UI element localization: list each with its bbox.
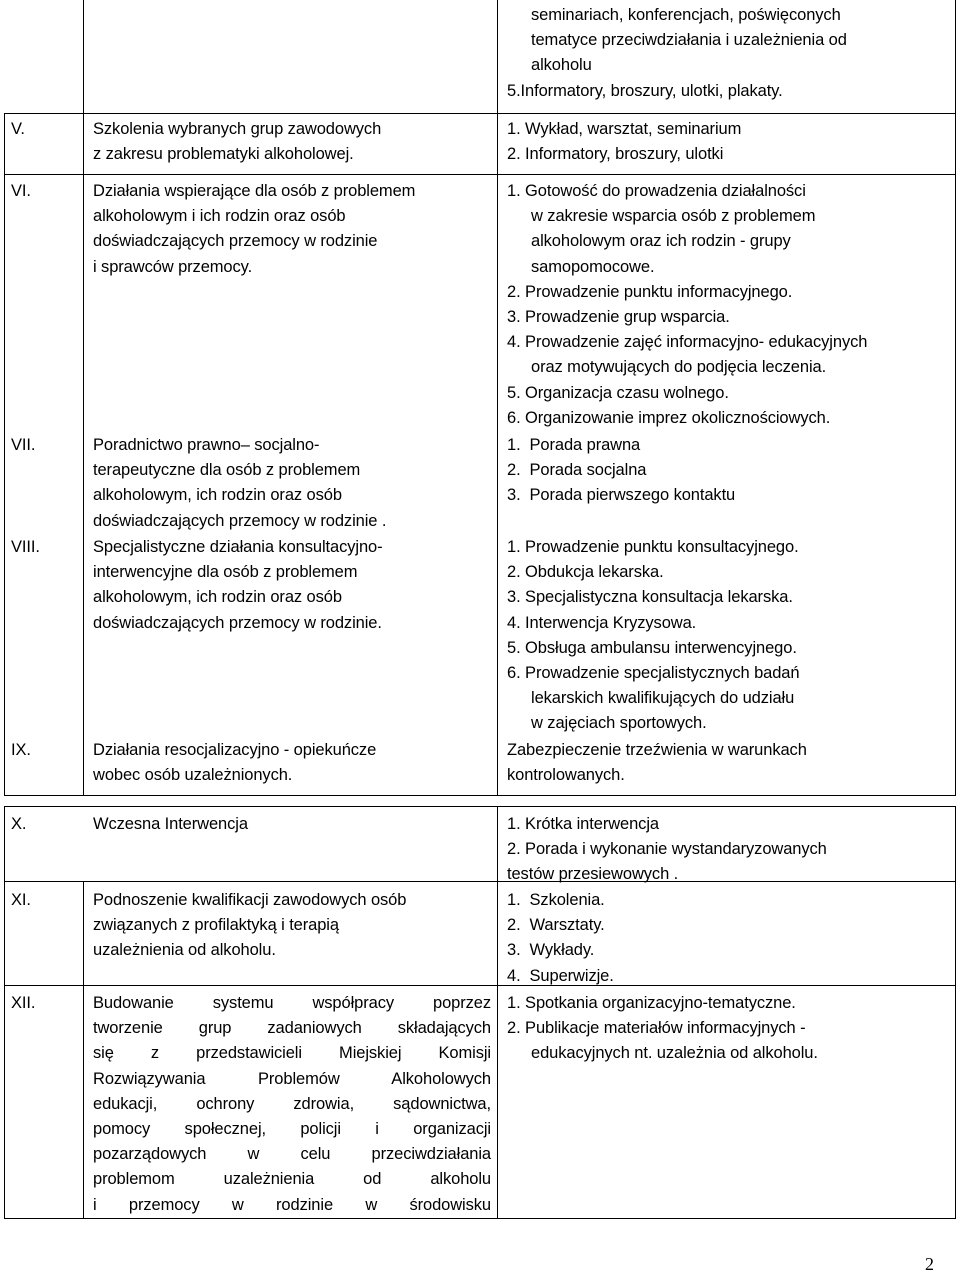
task-line: się z przedstawicieli Miejskiej Komisji — [93, 1044, 491, 1063]
form-item: 5. Organizacja czasu wolnego. — [507, 383, 729, 402]
implementation-forms — [507, 117, 952, 167]
form-item: 3. Porada pierwszego kontaktu — [507, 486, 736, 505]
task-line: doświadczających przemocy w rodzinie — [93, 232, 378, 251]
form-item: 1. Spotkania organizacyjno-tematyczne. — [507, 994, 796, 1012]
page-number: 2 — [925, 1254, 934, 1274]
task-line: Budowanie systemu współpracy poprzez — [93, 994, 491, 1012]
form-item: 3. Wykłady. — [507, 941, 595, 960]
continuation-line: seminariach, konferencjach, poświęconych — [531, 6, 841, 24]
form-item: 3. Prowadzenie grup wsparcia. — [507, 308, 730, 327]
task-line: i sprawców przemocy. — [93, 257, 253, 276]
task-line: tworzenie grup zadaniowych składających — [93, 1019, 491, 1038]
form-item: 2. Informatory, broszury, ulotki — [507, 145, 724, 164]
task-description — [93, 812, 493, 837]
task-line: Wczesna Interwencja — [93, 815, 248, 833]
form-item: 2. Warsztaty. — [507, 916, 605, 935]
row-number: X. — [11, 815, 27, 833]
form-item: samopomocowe. — [531, 257, 655, 276]
form-item: 1. Szkolenia. — [507, 891, 605, 909]
row-number: VIII. — [11, 538, 40, 556]
form-item: w zakresie wsparcia osób z problemem — [531, 207, 816, 226]
form-item: 1. Wykład, warsztat, seminarium — [507, 120, 742, 138]
task-description — [93, 535, 493, 636]
continuation-line: tematyce przeciwdziałania i uzależnienia od — [531, 31, 847, 50]
form-item: oraz motywujących do podjęcia leczenia. — [531, 358, 827, 377]
form-item: 1. Prowadzenie punktu konsultacyjnego. — [507, 538, 799, 556]
task-line: pomocy społecznej, policji i organizacji — [93, 1120, 491, 1139]
task-line: Działania wspierające dla osób z problemem — [93, 182, 416, 200]
column-divider — [83, 0, 84, 795]
row-divider — [4, 113, 956, 114]
row-number: XII. — [11, 994, 36, 1012]
row-number: IX. — [11, 741, 31, 759]
form-item: 5. Obsługa ambulansu interwencyjnego. — [507, 638, 797, 657]
form-item: kontrolowanych. — [507, 766, 625, 785]
continuation-text — [507, 3, 847, 104]
implementation-forms — [507, 812, 952, 888]
form-item: 4. Prowadzenie zajęć informacyjno- edukacyjnych — [507, 333, 868, 352]
task-line: doświadczających przemocy w rodzinie . — [93, 511, 387, 530]
implementation-forms — [507, 991, 952, 1067]
implementation-forms — [507, 179, 952, 431]
form-item: 1. Porada prawna — [507, 436, 641, 454]
form-item: 2. Obdukcja lekarska. — [507, 563, 664, 582]
form-item: testów przesiewowych . — [507, 865, 679, 884]
task-line: edukacji, ochrony zdrowia, sądownictwa, — [93, 1094, 491, 1113]
task-line: Rozwiązywania Problemów Alkoholowych — [93, 1069, 491, 1088]
form-item: Zabezpieczenie trzeźwienia w warunkach — [507, 741, 807, 759]
form-item: 4. Interwencja Kryzysowa. — [507, 613, 697, 632]
task-description — [93, 117, 493, 167]
form-item: w zajęciach sportowych. — [531, 714, 707, 733]
form-item: 2. Prowadzenie punktu informacyjnego. — [507, 282, 793, 301]
form-item: edukacyjnych nt. uzależnia od alkoholu. — [531, 1044, 818, 1063]
form-item: 6. Organizowanie imprez okolicznościowych. — [507, 408, 831, 427]
column-divider — [83, 881, 84, 1219]
task-description — [93, 738, 493, 788]
implementation-forms — [507, 738, 952, 788]
form-item: 6. Prowadzenie specjalistycznych badań — [507, 664, 800, 683]
task-line: pozarządowych w celu przeciwdziałania — [93, 1145, 491, 1164]
form-item: 2. Porada i wykonanie wystandaryzowanych — [507, 840, 827, 859]
row-divider — [4, 1218, 956, 1219]
row-number: V. — [11, 120, 25, 138]
task-line: Specjalistyczne działania konsultacyjno- — [93, 538, 383, 556]
row-number: XI. — [11, 891, 31, 909]
table-border-left — [4, 113, 5, 795]
task-description — [93, 179, 493, 280]
task-line: interwencyjne dla osób z problemem — [93, 563, 358, 582]
column-divider — [497, 806, 498, 1219]
form-item: 4. Superwizje. — [507, 966, 614, 985]
form-item: 2. Porada socjalna — [507, 461, 647, 480]
table-border-right — [955, 806, 956, 1219]
row-divider — [4, 795, 956, 796]
form-item: 3. Specjalistyczna konsultacja lekarska. — [507, 588, 793, 607]
row-divider — [4, 806, 956, 807]
task-line: terapeutyczne dla osób z problemem — [93, 461, 361, 480]
implementation-forms — [507, 888, 952, 989]
form-item: 1. Gotowość do prowadzenia działalności — [507, 182, 806, 200]
task-description — [93, 433, 493, 534]
row-divider — [4, 174, 956, 175]
task-line: alkoholowym, ich rodzin oraz osób — [93, 486, 342, 505]
task-line: doświadczających przemocy w rodzinie. — [93, 613, 382, 632]
implementation-forms — [507, 535, 952, 737]
form-item: 1. Krótka interwencja — [507, 815, 659, 833]
task-line: Działania resocjalizacyjno - opiekuńcze — [93, 741, 377, 759]
row-number: VI. — [11, 182, 31, 200]
table-border-right — [955, 0, 956, 795]
row-number: VII. — [11, 436, 36, 454]
task-line: problemom uzależnienia od alkoholu — [93, 1170, 491, 1189]
form-item: alkoholowym oraz ich rodzin - grupy — [531, 232, 791, 251]
task-line: Poradnictwo prawno– socjalno- — [93, 436, 320, 454]
continuation-line: 5.Informatory, broszury, ulotki, plakaty. — [507, 81, 783, 100]
task-line: Podnoszenie kwalifikacji zawodowych osób — [93, 891, 407, 909]
implementation-forms — [507, 433, 952, 509]
task-line: wobec osób uzależnionych. — [93, 766, 293, 785]
task-line: alkoholowym i ich rodzin oraz osób — [93, 207, 346, 226]
task-line: i przemocy w rodzinie w środowisku — [93, 1195, 491, 1214]
task-description — [93, 991, 491, 1218]
task-line: alkoholowym, ich rodzin oraz osób — [93, 588, 342, 607]
task-description — [93, 888, 493, 964]
task-line: Szkolenia wybranych grup zawodowych — [93, 120, 382, 138]
task-line: uzależnienia od alkoholu. — [93, 941, 276, 960]
form-item: lekarskich kwalifikujących do udziału — [531, 689, 795, 708]
task-line: z zakresu problematyki alkoholowej. — [93, 145, 354, 164]
form-item: 2. Publikacje materiałów informacyjnych - — [507, 1019, 806, 1038]
column-divider — [497, 0, 498, 795]
task-line: związanych z profilaktyką i terapią — [93, 916, 339, 935]
continuation-line: alkoholu — [531, 56, 592, 75]
table-border-left — [4, 806, 5, 1219]
